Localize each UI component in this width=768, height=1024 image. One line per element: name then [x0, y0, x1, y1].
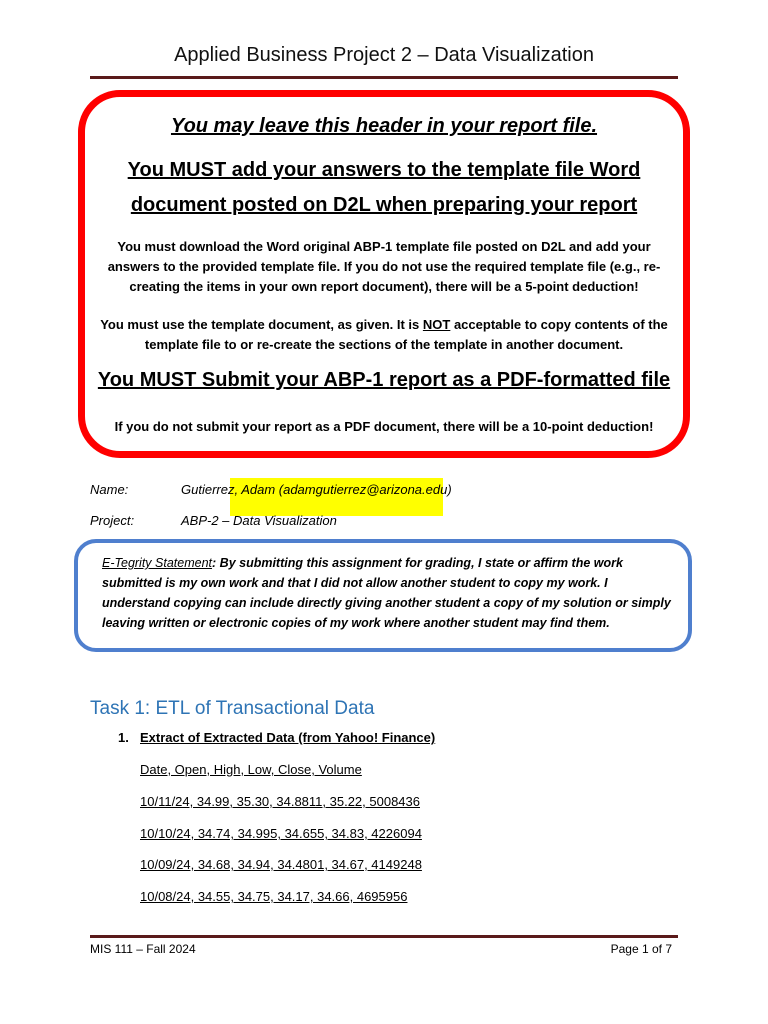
notice-heading-pdf: You MUST Submit your ABP-1 report as a PDF-formatted file	[97, 369, 671, 391]
notice-paragraph-as-given-end: acceptable to copy contents of the template file to or re-create the sections of the template in another document.	[144, 317, 668, 352]
etegrity-colon: :	[212, 556, 217, 570]
header-rule	[90, 76, 678, 79]
data-header-line: Date, Open, High, Low, Close, Volume	[140, 762, 362, 777]
notice-box	[78, 90, 690, 458]
project-value: ABP-2 – Data Visualization	[181, 513, 337, 528]
data-line-4: 10/08/24, 34.55, 34.75, 34.17, 34.66, 4695956	[140, 889, 408, 904]
document-title: Applied Business Project 2 – Data Visualization	[174, 44, 594, 66]
project-label: Project:	[90, 513, 135, 528]
name-label: Name:	[90, 482, 129, 497]
notice-paragraph-as-given-start: You must use the template document, as given. It is	[100, 317, 423, 332]
etegrity-text: By submitting this assignment for grading, I state or affirm the work submitted is my own work and that I did not allow another student to copy my work. I understand copying can include directly giving another student a copy of my solution or simply leaving written or electronic copies of my work where another student may find them.	[102, 556, 671, 630]
notice-heading-must-add: You MUST add your answers to the template file Word document posted on D2L when preparing your report	[127, 159, 641, 216]
data-line-3: 10/09/24, 34.68, 34.94, 34.4801, 34.67, 4149248	[140, 857, 422, 872]
data-line-2: 10/10/24, 34.74, 34.995, 34.655, 34.83, 4226094	[140, 826, 422, 841]
notice-heading-leave-header: You may leave this header in your report file.	[170, 115, 598, 137]
list-item-title: Extract of Extracted Data (from Yahoo! Finance)	[140, 730, 436, 745]
task1-heading: Task 1: ETL of Transactional Data	[90, 698, 375, 719]
etegrity-lead: E-Tegrity Statement	[102, 556, 213, 570]
notice-paragraph-as-given	[99, 315, 669, 355]
footer-page-number: Page 1 of 7	[610, 942, 672, 956]
name-value: Gutierrez, Adam (adamgutierrez@arizona.edu)	[181, 482, 452, 497]
list-item-number: 1.	[118, 730, 129, 745]
footer-course: MIS 111 – Fall 2024	[90, 942, 196, 956]
etegrity-box	[74, 539, 692, 652]
notice-paragraph-pdf-deduction: If you do not submit your report as a PDF document, there will be a 10-point deduction!	[114, 419, 654, 434]
etegrity-statement	[102, 553, 672, 633]
notice-emphasis-not: NOT	[422, 317, 451, 332]
data-line-1: 10/11/24, 34.99, 35.30, 34.8811, 35.22, 5008436	[140, 794, 420, 809]
notice-paragraph-template: You must download the Word original ABP-1 template file posted on D2L and add your answers to the provided template file. If you do not use the required template file (e.g., re-creating the items in your own report document), there will be a 5-point deduction!	[107, 239, 661, 294]
footer-rule	[90, 935, 678, 938]
